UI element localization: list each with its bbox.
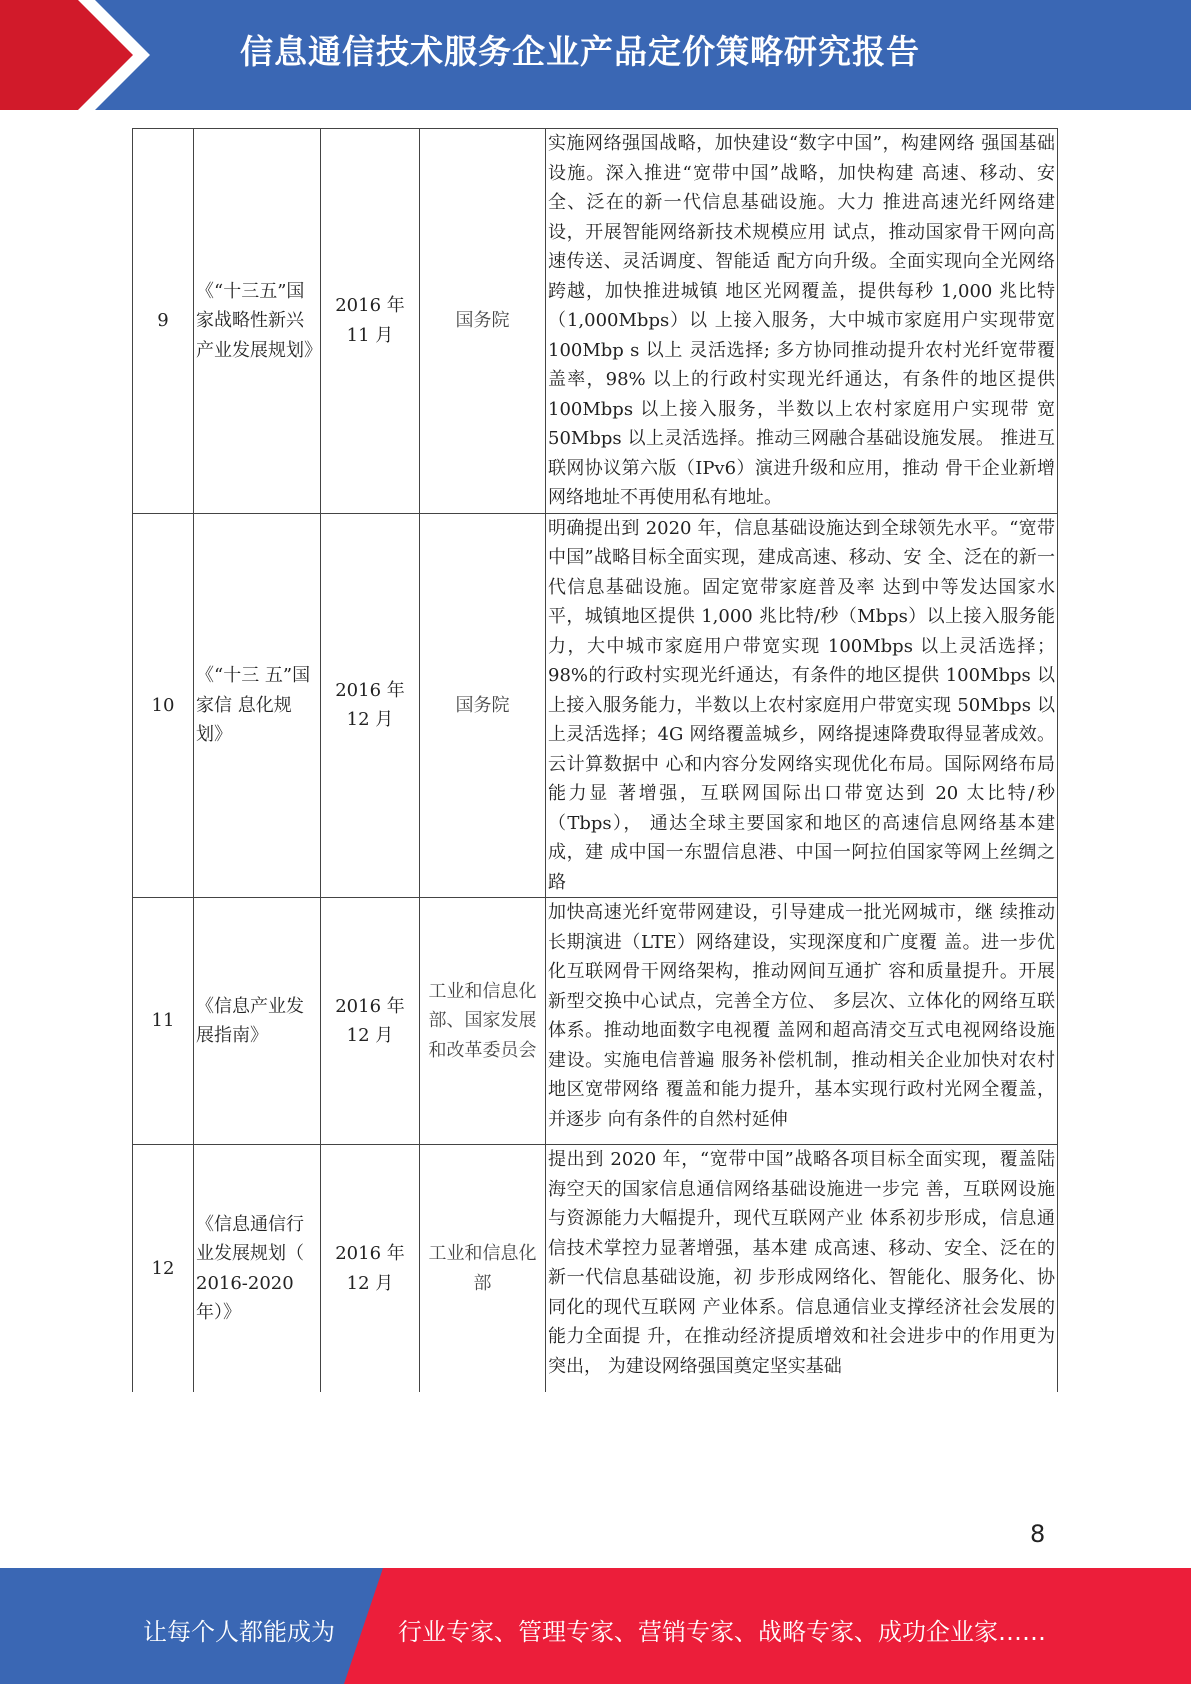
page-header (0, 0, 1191, 110)
page-footer (0, 1568, 1191, 1684)
policy-date: 2016 年 12 月 (321, 1145, 420, 1393)
policy-name: 《“十三 五”国家信 息化规划》 (194, 513, 321, 898)
policy-date: 2016 年 12 月 (321, 513, 420, 898)
row-number: 12 (133, 1145, 194, 1393)
row-number: 10 (133, 513, 194, 898)
policy-table (132, 128, 1058, 1392)
table-row (133, 1145, 1058, 1393)
issuing-org: 国务院 (420, 513, 546, 898)
policy-name: 《信息产业发展指南》 (194, 898, 321, 1145)
policy-content: 明确提出到 2020 年，信息基础设施达到全球领先水平。“宽带中国”战略目标全面实现，建成高速、移动、安 全、泛在的新一代信息基础设施。固定宽带家庭普及率 达到中等发达国家水平，城镇地区提供 1,000 兆比特/秒（Mbps）以上接入服务能力，大中城市家庭用户带宽实现 100Mbps 以上灵活选择；98%的行政村实现光纤通达，有条件的地区提供 100Mbps 以上接入服务能力，半数以上农村家庭用户带宽实现 50Mbps 以上灵活选择；4G 网络覆盖城乡，网络提速降费取得显著成效。云计算数据中 心和内容分发网络实现优化布局。国际网络布局能力显 著增强，互联网国际出口带宽达到 20 太比特/秒（Tbps）， 通达全球主要国家和地区的高速信息网络基本建成，建 成中国一东盟信息港、中国一阿拉伯国家等网上丝绸之 路 (546, 513, 1058, 898)
report-title: 信息通信技术服务企业产品定价策略研究报告 (240, 32, 920, 71)
footer-slogan-left: 让每个人都能成为 (143, 1618, 335, 1646)
footer-slogan-right: 行业专家、管理专家、营销专家、战略专家、成功企业家…… (398, 1618, 1046, 1646)
table-row (133, 898, 1058, 1145)
page-number: 8 (1030, 1520, 1046, 1548)
policy-content: 实施网络强国战略，加快建设“数字中国”，构建网络 强国基础设施。深入推进“宽带中国”战略，加快构建 高速、移动、安全、泛在的新一代信息基础设施。大力 推进高速光纤网络建设，开展智能网络新技术规模应用 试点，推动国家骨干网向高速传送、灵活调度、智能适 配方向升级。全面实现向全光网络跨越，加快推进城镇 地区光网覆盖，提供每秒 1,000 兆比特（1,000Mbps）以 上接入服务，大中城市家庭用户实现带宽 100Mbp s 以上 灵活选择; 多方协同推动提升农村光纤宽带覆盖率，98% 以上的行政村实现光纤通达，有条件的地区提供 100Mbps 以上接入服务，半数以上农村家庭用户实现带 宽 50Mbps 以上灵活选择。推动三网融合基础设施发展。 推进互联网协议第六版（IPv6）演进升级和应用，推动 骨干企业新增网络地址不再使用私有地址。 (546, 129, 1058, 514)
policy-name: 《“十三五”国家战略性新兴产业发展规划》 (194, 129, 321, 514)
policy-date: 2016 年 12 月 (321, 898, 420, 1145)
issuing-org: 工业和信息化部、国家发展和改革委员会 (420, 898, 546, 1145)
issuing-org: 国务院 (420, 129, 546, 514)
policy-content: 加快高速光纤宽带网建设，引导建成一批光网城市，继 续推动长期演进（LTE）网络建设，实现深度和广度覆 盖。进一步优化互联网骨干网络架构，推动网间互通扩 容和质量提升。开展新型交换中心试点，完善全方位、 多层次、立体化的网络互联体系。推动地面数字电视覆 盖网和超高清交互式电视网络设施建设。实施电信普遍 服务补偿机制，推动相关企业加快对农村地区宽带网络 覆盖和能力提升，基本实现行政村光网全覆盖，并逐步 向有条件的自然村延伸 (546, 898, 1058, 1145)
issuing-org: 工业和信息化部 (420, 1145, 546, 1393)
row-number: 11 (133, 898, 194, 1145)
policy-name: 《信息通信行业发展规划（ 2016-2020 年）》 (194, 1145, 321, 1393)
policy-content: 提出到 2020 年，“宽带中国”战略各项目标全面实现，覆盖陆海空天的国家信息通信网络基础设施进一步完 善，互联网设施与资源能力大幅提升，现代互联网产业 体系初步形成，信息通信技术掌控力显著增强，基本建 成高速、移动、安全、泛在的新一代信息基础设施，初 步形成网络化、智能化、服务化、协同化的现代互联网 产业体系。信息通信业支撑经济社会发展的能力全面提 升，在推动经济提质增效和社会进步中的作用更为突出， 为建设网络强国奠定坚实基础 (546, 1145, 1058, 1393)
policy-date: 2016 年 11 月 (321, 129, 420, 514)
table-row (133, 513, 1058, 898)
header-chevron-decoration (0, 0, 150, 110)
row-number: 9 (133, 129, 194, 514)
table-row (133, 129, 1058, 514)
